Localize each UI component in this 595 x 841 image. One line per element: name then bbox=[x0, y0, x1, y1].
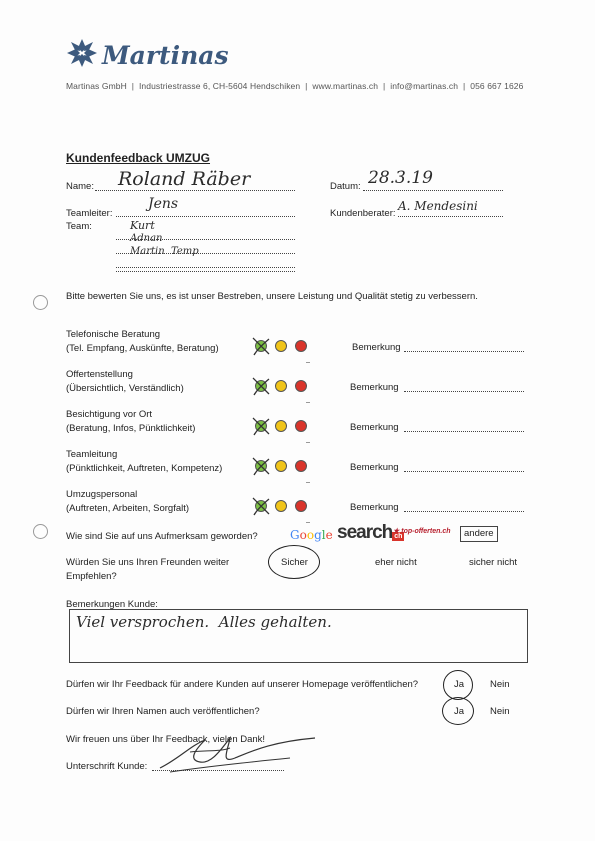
rating-remark-label: Bemerkung bbox=[350, 422, 399, 433]
recommend-sicher[interactable]: Sicher bbox=[281, 557, 308, 568]
team-member-3[interactable]: Martin Temp bbox=[130, 246, 199, 257]
remarks-label: Bemerkungen Kunde: bbox=[66, 599, 158, 610]
smiley-neutral-icon[interactable] bbox=[275, 340, 287, 352]
kundenberater-value[interactable]: A. Mendesini bbox=[398, 199, 478, 213]
rating-remark-line[interactable] bbox=[404, 381, 524, 392]
logo-star-icon bbox=[66, 38, 98, 68]
smiley-negative-icon[interactable] bbox=[295, 500, 307, 512]
team-line-4 bbox=[116, 261, 295, 272]
team-label: Team: bbox=[66, 221, 92, 232]
search-logo-text: search bbox=[337, 522, 393, 543]
rating-remark-label: Bemerkung bbox=[350, 462, 399, 473]
rating-separator-mark bbox=[306, 362, 310, 363]
publish-name-ja[interactable]: Ja bbox=[454, 706, 465, 717]
publish-feedback-ja[interactable]: Ja bbox=[454, 679, 465, 690]
source-andere[interactable]: andere bbox=[460, 526, 498, 542]
datum-value[interactable]: 28.3.19 bbox=[368, 168, 433, 188]
rating-separator-mark bbox=[306, 522, 310, 523]
smiley-negative-icon[interactable] bbox=[295, 460, 307, 472]
publish-name-question: Dürfen wir Ihren Namen auch veröffentlichen? bbox=[66, 706, 260, 717]
rating-remark-line[interactable] bbox=[404, 461, 524, 472]
rating-separator-mark bbox=[306, 482, 310, 483]
publish-feedback-nein[interactable]: Nein bbox=[490, 679, 510, 690]
source-google[interactable]: Google bbox=[290, 528, 333, 542]
team-member-2[interactable]: Adnan bbox=[130, 233, 163, 244]
rating-remark-line[interactable] bbox=[404, 501, 524, 512]
smiley-neutral-icon[interactable] bbox=[275, 460, 287, 472]
rating-category: Offertenstellung bbox=[66, 369, 133, 380]
smiley-neutral-icon[interactable] bbox=[275, 420, 287, 432]
smiley-negative-icon[interactable] bbox=[295, 380, 307, 392]
recommend-sicher-nicht[interactable]: sicher nicht bbox=[469, 557, 518, 568]
teamleiter-label: Teamleiter: bbox=[66, 208, 113, 219]
teamleiter-line bbox=[116, 206, 295, 217]
rating-category-details: (Beratung, Infos, Pünktlichkeit) bbox=[66, 423, 196, 434]
thanks-text: Wir freuen uns über Ihr Feedback, vielen Dank! bbox=[66, 734, 266, 745]
rating-remark-label: Bemerkung bbox=[350, 502, 399, 513]
recommend-question-line1: Würden Sie uns Ihren Freunden weiter bbox=[66, 557, 230, 568]
rating-remark-label: Bemerkung bbox=[352, 342, 401, 353]
intro-text: Bitte bewerten Sie uns, es ist unser Bestreben, unsere Leistung und Qualität stetig zu verbessern. bbox=[66, 291, 478, 302]
selection-check-icon bbox=[251, 416, 271, 436]
rating-remark-line[interactable] bbox=[404, 341, 524, 352]
recommend-question-line2: Empfehlen? bbox=[66, 571, 117, 582]
rating-category-details: (Auftreten, Arbeiten, Sorgfalt) bbox=[66, 503, 190, 514]
selection-check-icon bbox=[251, 496, 271, 516]
datum-label: Datum: bbox=[330, 181, 361, 192]
smiley-negative-icon[interactable] bbox=[295, 340, 307, 352]
rating-category: Teamleitung bbox=[66, 449, 118, 460]
rating-category: Besichtigung vor Ort bbox=[66, 409, 153, 420]
rating-category-details: (Übersichtlich, Verständlich) bbox=[66, 383, 184, 394]
selection-check-icon bbox=[251, 376, 271, 396]
smiley-neutral-icon[interactable] bbox=[275, 500, 287, 512]
rating-separator-mark bbox=[306, 442, 310, 443]
signature-label: Unterschrift Kunde: bbox=[66, 761, 148, 772]
signature-mark[interactable] bbox=[150, 728, 320, 776]
selection-check-icon bbox=[251, 336, 271, 356]
teamleiter-value[interactable]: Jens bbox=[148, 196, 179, 212]
rating-category-details: (Tel. Empfang, Auskünfte, Beratung) bbox=[66, 343, 219, 354]
smiley-negative-icon[interactable] bbox=[295, 420, 307, 432]
search-ch-badge: ch bbox=[394, 533, 403, 540]
remarks-value: Viel versprochen. Alles gehalten. bbox=[76, 613, 332, 631]
selection-check-icon bbox=[251, 456, 271, 476]
team-member-1[interactable]: Kurt bbox=[130, 219, 155, 232]
kundenberater-label: Kundenberater: bbox=[330, 208, 396, 219]
smiley-neutral-icon[interactable] bbox=[275, 380, 287, 392]
rating-category-details: (Pünktlichkeit, Auftreten, Kompetenz) bbox=[66, 463, 223, 474]
logo-text: Martinas bbox=[102, 41, 229, 70]
rating-separator-mark bbox=[306, 402, 310, 403]
topofferten-text: top-offerten.ch bbox=[401, 528, 451, 535]
name-value[interactable]: Roland Räber bbox=[118, 168, 251, 190]
punch-hole-bottom bbox=[33, 524, 48, 539]
publish-name-nein[interactable]: Nein bbox=[490, 706, 510, 717]
punch-hole-top bbox=[33, 295, 48, 310]
rating-category: Telefonische Beratung bbox=[66, 329, 161, 340]
rating-remark-label: Bemerkung bbox=[350, 382, 399, 393]
name-label: Name: bbox=[66, 181, 94, 192]
recommend-eher-nicht[interactable]: eher nicht bbox=[375, 557, 417, 568]
rating-remark-line[interactable] bbox=[404, 421, 524, 432]
publish-feedback-question: Dürfen wir Ihr Feedback für andere Kunden auf unserer Homepage veröffentlichen? bbox=[66, 679, 419, 690]
source-topofferten[interactable]: ★ top-offerten.ch bbox=[393, 528, 451, 535]
logo bbox=[66, 38, 98, 73]
company-address: Martinas GmbH | Industriestrasse 6, CH-5604 Hendschiken | www.martinas.ch | info@martinas.ch | 056 667 1626 bbox=[66, 81, 524, 91]
form-title: Kundenfeedback UMZUG bbox=[66, 151, 211, 165]
rating-category: Umzugspersonal bbox=[66, 489, 138, 500]
source-question: Wie sind Sie auf uns Aufmerksam geworden? bbox=[66, 531, 258, 542]
